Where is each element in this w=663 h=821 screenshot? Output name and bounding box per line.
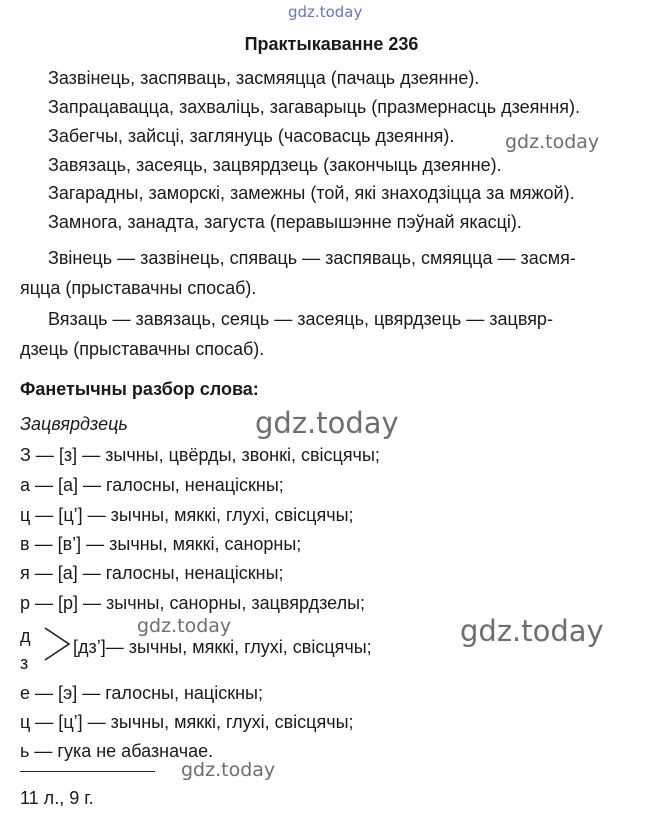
- phonetic-line: р — [р] — зычны, санорны, зацвярдзелы;: [20, 593, 366, 613]
- watermark: gdz.today: [181, 759, 276, 781]
- word-line: Забегчы, зайсці, заглянуць (часовасць дзеяння).: [48, 126, 455, 146]
- paragraph-line: Вязаць — завязаць, сеяць — засеяць, цвярдзець — зацвяр-: [48, 309, 553, 329]
- paragraph-line: Звінець — зазвінець, спяваць — заспяваць, смяяцца — засмя-: [48, 248, 576, 268]
- analysis-word: Зацвярдзець: [20, 414, 128, 434]
- analysis-heading: Фанетычны разбор слова:: [20, 379, 259, 399]
- phonetic-line: З — [з] — зычны, цвёрды, звонкі, свісцячы;: [20, 445, 380, 465]
- watermark: gdz.today: [255, 406, 399, 440]
- phonetic-line: ц — [ц’] — зычны, мяккі, глухі, свісцячы;: [20, 505, 354, 525]
- brace-icon: [42, 626, 72, 662]
- word-line: Загарадны, заморскі, замежны (той, які знаходзіцца за мяжой).: [48, 183, 575, 203]
- digraph-line: [дз’]— зычны, мяккі, глухі, свісцячы;: [73, 637, 372, 657]
- phonetic-line: я — [а] — галосны, ненаціскны;: [20, 563, 284, 583]
- word-line: Замнога, занадта, загуста (перавышэнне пэўнай якасці).: [48, 212, 522, 232]
- paragraph-line: дзець (прыставачны спосаб).: [20, 339, 265, 359]
- watermark-top: gdz.today: [288, 3, 363, 21]
- digraph-letter: д: [20, 626, 31, 646]
- phonetic-line: е — [э] — галосны, націскны;: [20, 683, 263, 703]
- digraph-letter: з: [20, 653, 29, 673]
- watermark: gdz.today: [505, 131, 600, 153]
- paragraph-line: яцца (прыставачны спосаб).: [20, 278, 257, 298]
- word-line: Завязаць, засеяць, зацвярдзець (закончыць дзеянне).: [48, 155, 502, 175]
- summary: 11 л., 9 г.: [20, 788, 94, 808]
- watermark: gdz.today: [137, 615, 232, 637]
- phonetic-line: ц — [ц’] — зычны, мяккі, глухі, свісцячы;: [20, 712, 354, 732]
- phonetic-line: в — [в’] — зычны, мяккі, санорны;: [20, 534, 302, 554]
- divider: [20, 771, 155, 772]
- word-line: Запрацавацца, захваліць, загаварыць (празмернасць дзеяння).: [48, 97, 581, 117]
- page-title: Практыкаванне 236: [244, 34, 419, 54]
- word-line: Зазвінець, заспяваць, засмяяцца (пачаць дзеянне).: [48, 68, 480, 88]
- watermark: gdz.today: [460, 614, 604, 648]
- phonetic-line: ь — гука не абазначае.: [20, 741, 214, 761]
- phonetic-line: а — [а] — галосны, ненаціскны;: [20, 475, 284, 495]
